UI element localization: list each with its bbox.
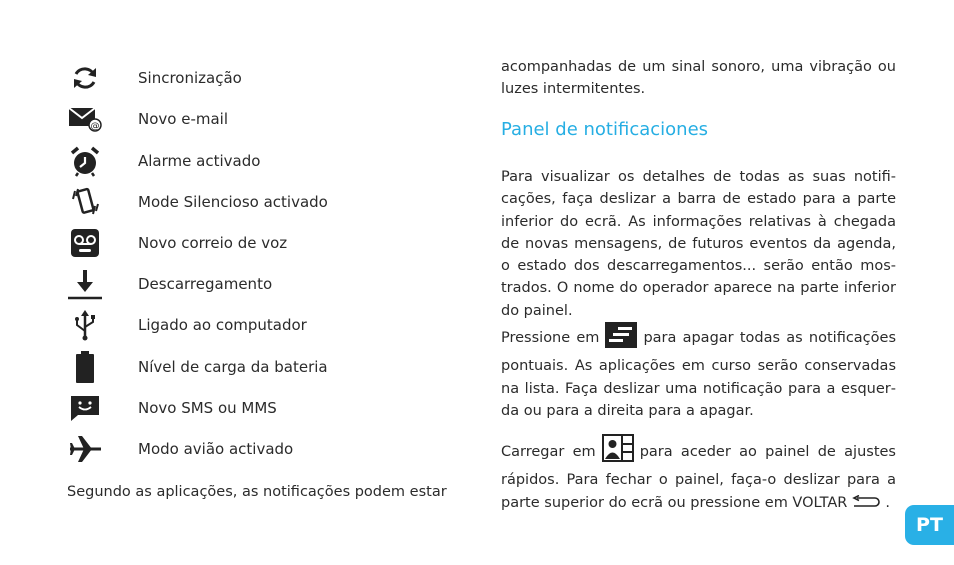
language-tag: PT	[905, 505, 954, 545]
item-label: Descarregamento	[138, 275, 273, 293]
item-label: Novo correio de voz	[138, 234, 288, 252]
para2-after: para apagar todas as notificações pontuais. As aplicações em curso serão conservadas na lista. Faça deslizar uma notificação para a esquerda ou para a direita para a apagar.	[501, 330, 896, 419]
list-item	[66, 185, 466, 219]
item-label: Nível de carga da bateria	[138, 358, 328, 376]
list-item	[66, 61, 466, 95]
vibrate-icon	[66, 185, 104, 219]
para2-before: Pressione em	[501, 330, 600, 346]
list-item	[66, 267, 466, 301]
item-label: Novo SMS ou MMS	[138, 399, 277, 417]
alarm-icon	[66, 144, 104, 178]
list-item	[66, 102, 466, 136]
list-item	[66, 308, 466, 342]
item-label: Mode Silencioso activado	[138, 193, 328, 211]
list-item	[66, 226, 466, 260]
svg-text:@: @	[90, 121, 100, 132]
para3-end: .	[885, 494, 890, 511]
airplane-icon	[66, 432, 104, 466]
paragraph-clear	[501, 322, 896, 422]
voicemail-icon	[66, 226, 104, 260]
list-item	[66, 432, 466, 466]
battery-icon	[66, 350, 104, 384]
para3-after: para aceder ao painel de ajustes rápidos. Para fechar o painel, faça-o deslizar para a parte superior do ecrã ou pressione em VOLTAR	[501, 444, 896, 511]
section-title: Panel de notificaciones	[501, 119, 709, 140]
paragraph-quick-settings	[501, 434, 896, 516]
quick-settings-icon	[602, 434, 634, 469]
item-label: Alarme activado	[138, 152, 261, 170]
item-label: Sincronização	[138, 69, 242, 87]
item-label: Ligado ao computador	[138, 316, 307, 334]
back-icon	[851, 494, 883, 516]
item-label: Modo avião activado	[138, 440, 294, 458]
left-footer-text: Segundo as aplicações, as notificações podem estar	[67, 484, 447, 500]
clear-notifications-icon	[605, 322, 637, 355]
download-icon	[66, 267, 104, 301]
sms-icon	[66, 391, 104, 425]
usb-icon	[66, 308, 104, 342]
intro-paragraph: acompanhadas de um sinal sonoro, uma vibração ou luzes intermitentes.	[501, 59, 896, 98]
item-label: Novo e-mail	[138, 110, 228, 128]
list-item	[66, 350, 466, 384]
list-item	[66, 144, 466, 178]
list-item	[66, 391, 466, 425]
paragraph-details: Para visualizar os detalhes de todas as suas notificações, faça deslizar a barra de estado para a parte inferior do ecrã. As informações relativas à chegada de novas mensagens, de futuros eventos da agenda, o estado dos descarregamentos... serão então mostrados. O nome do operador aparece na parte inferior do painel.	[501, 169, 896, 319]
para3-before: Carregar em	[501, 444, 596, 460]
new-email-icon	[66, 102, 104, 136]
sync-icon	[66, 61, 104, 95]
